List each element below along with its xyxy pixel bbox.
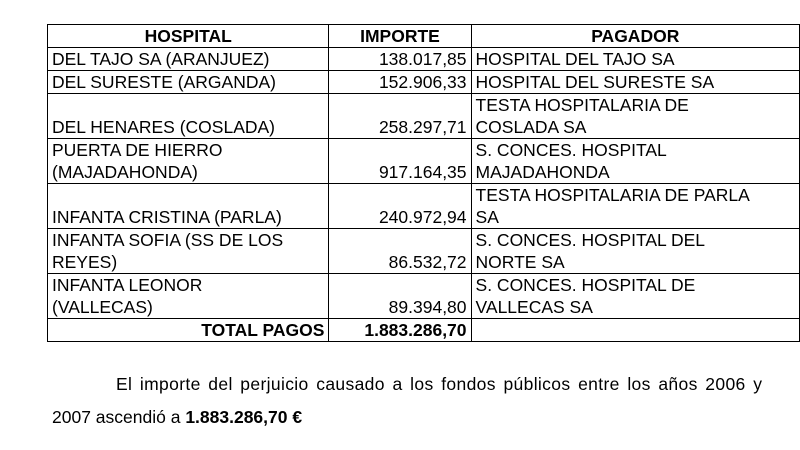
- total-damage-amount: 1.883.286,70 €: [185, 407, 303, 427]
- pagador-line: COSLADA SA: [475, 117, 587, 137]
- pagador-line: MAJADAHONDA: [475, 162, 610, 182]
- hospital-line: REYES): [52, 252, 118, 272]
- pagador-line: NORTE SA: [475, 252, 565, 272]
- pagador-cell: [471, 184, 799, 229]
- hospital-cell: [48, 139, 329, 184]
- paragraph-line-2-text: 2007 ascendió a: [52, 407, 186, 427]
- header-importe: IMPORTE: [329, 25, 471, 48]
- table-row: [48, 94, 800, 139]
- importe-cell: 258.297,71: [329, 94, 471, 139]
- importe-cell: 240.972,94: [329, 184, 471, 229]
- importe-cell: 152.906,33: [329, 71, 471, 94]
- hospital-cell: [48, 48, 329, 71]
- pagador-line: S. CONCES. HOSPITAL DE: [475, 275, 696, 295]
- table-row: [48, 229, 800, 274]
- pagador-line: HOSPITAL DEL TAJO SA: [475, 49, 675, 69]
- total-pagador-cell: [471, 319, 799, 342]
- hospital-cell: [48, 184, 329, 229]
- hospital-cell: [48, 94, 329, 139]
- pagador-line: VALLECAS SA: [475, 297, 593, 317]
- table-row: [48, 139, 800, 184]
- importe-cell: 138.017,85: [329, 48, 471, 71]
- hospital-line: PUERTA DE HIERRO: [52, 140, 223, 160]
- pagador-line: S. CONCES. HOSPITAL: [475, 140, 667, 160]
- total-row: [48, 319, 800, 342]
- header-hospital: HOSPITAL: [48, 25, 329, 48]
- hospital-cell: [48, 71, 329, 94]
- pagador-cell: [471, 71, 799, 94]
- paragraph-line-2: [52, 406, 302, 428]
- pagador-cell: [471, 48, 799, 71]
- header-pagador: PAGADOR: [471, 25, 799, 48]
- paragraph-line-1: El importe del perjuicio causado a los fondos públicos entre los años 2006 y: [116, 374, 763, 394]
- table-row: [48, 184, 800, 229]
- hospital-line: DEL TAJO SA (ARANJUEZ): [52, 49, 270, 69]
- pagador-cell: [471, 229, 799, 274]
- importe-cell: 89.394,80: [329, 274, 471, 319]
- total-label: TOTAL PAGOS: [48, 319, 329, 342]
- hospital-line: (MAJADAHONDA): [52, 162, 198, 182]
- hospital-line: INFANTA LEONOR: [52, 275, 203, 295]
- pagador-line: SA: [475, 207, 499, 227]
- hospital-line: INFANTA CRISTINA (PARLA): [52, 207, 282, 227]
- pagador-line: TESTA HOSPITALARIA DE: [475, 95, 689, 115]
- hospital-cell: [48, 274, 329, 319]
- hospital-cell: [48, 229, 329, 274]
- importe-cell: 86.532,72: [329, 229, 471, 274]
- table-row: [48, 48, 800, 71]
- pagador-line: TESTA HOSPITALARIA DE PARLA: [475, 185, 750, 205]
- table-row: [48, 274, 800, 319]
- hospital-line: DEL SURESTE (ARGANDA): [52, 72, 276, 92]
- pagador-cell: [471, 94, 799, 139]
- table-header-row: [48, 25, 800, 48]
- total-amount: 1.883.286,70: [329, 319, 471, 342]
- payments-table: [47, 24, 800, 342]
- pagador-line: HOSPITAL DEL SURESTE SA: [475, 72, 715, 92]
- pagador-cell: [471, 274, 799, 319]
- importe-cell: 917.164,35: [329, 139, 471, 184]
- table-row: [48, 71, 800, 94]
- pagador-cell: [471, 139, 799, 184]
- hospital-line: (VALLECAS): [52, 297, 153, 317]
- hospital-line: DEL HENARES (COSLADA): [52, 117, 276, 137]
- hospital-line: INFANTA SOFIA (SS DE LOS: [52, 230, 284, 250]
- pagador-line: S. CONCES. HOSPITAL DEL: [475, 230, 706, 250]
